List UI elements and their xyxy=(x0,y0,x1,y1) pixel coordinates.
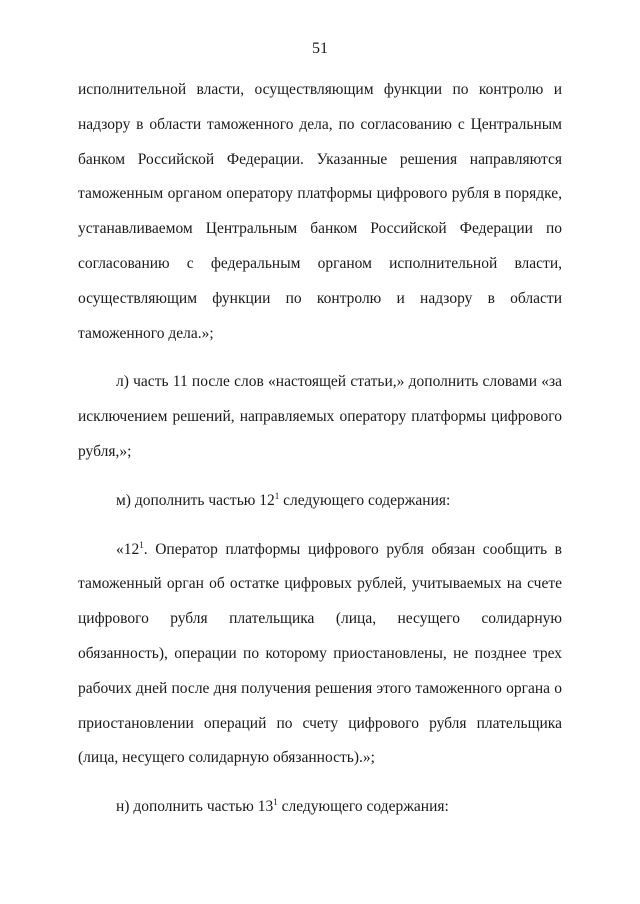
superscript: 1 xyxy=(139,539,144,550)
paragraph-item-n xyxy=(78,790,562,825)
paragraph-item-m-text-before: м) дополнить частью 12 xyxy=(116,491,275,509)
superscript: 1 xyxy=(274,490,280,501)
paragraph-item-l: л) часть 11 после слов «настоящей статьи,» дополнить словами «за исключением решений, направляемых оператору платформы цифрового рубля,»; xyxy=(78,373,562,460)
superscript: 1 xyxy=(273,796,278,807)
paragraph-item-m xyxy=(78,484,562,519)
paragraph-item-n-text-before: н) дополнить частью 13 xyxy=(116,798,274,816)
paragraph-part-12-1 xyxy=(78,533,562,777)
paragraph-part-12-1-text-after: . Оператор платформы цифрового рубля обязан сообщить в таможенный орган об остатке цифровых рублей, учитываемых на счете цифрового рубля плательщика (лица, несущего солидарную обязанность), операции по которому приостановлены, не позднее трех рабочих дней после дня получения решения этого таможенного органа о приостановлении операций по счету цифрового рубля плательщика (лица, несущего солидарную обязанность).»; xyxy=(78,540,562,767)
paragraph-continuation: исполнительной власти, осуществляющим функции по контролю и надзору в области таможенного дела, по согласованию с Центральным банком Российской Федерации. Указанные решения направляются таможенным органом оператору платформы цифрового рубля в порядке, устанавливаемом Центральным банком Российской Федерации по согласованию с федеральным органом исполнительной власти, осуществляющим функции по контролю и надзору в области таможенного дела.»; xyxy=(78,81,562,342)
paragraph-item-m-text-after: следующего содержания: xyxy=(279,491,451,509)
paragraph-item-n-text-after: следующего содержания: xyxy=(277,798,449,816)
page-number: 51 xyxy=(312,40,328,57)
document-body xyxy=(78,73,562,825)
paragraph-part-12-1-text-before: «12 xyxy=(116,540,140,558)
